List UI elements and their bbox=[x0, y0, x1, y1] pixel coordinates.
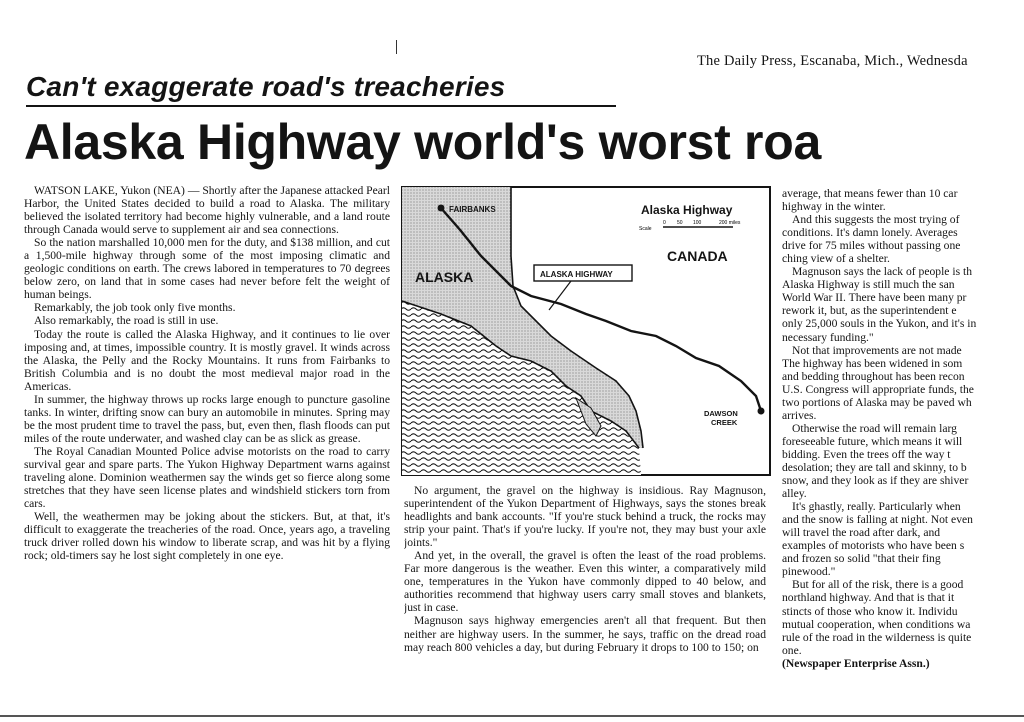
paragraph: Remarkably, the job took only five months. bbox=[34, 301, 236, 315]
text-line: and frozen so solid "that their fing bbox=[782, 552, 941, 566]
paragraph: Magnuson says highway emergencies aren't all that frequent. But then neither are highway users. In the summer, he says, traffic on the dread road may reach 800 vehicles a day, but during February it drops to 100 to 150; on bbox=[404, 614, 766, 654]
text-line: And this suggests the most trying of bbox=[792, 213, 960, 227]
article-column-3 bbox=[782, 187, 1024, 713]
map-label-canada: CANADA bbox=[667, 248, 728, 264]
text-line: foreseeable future, which means it will bbox=[782, 434, 963, 448]
paragraph: No argument, the gravel on the highway is insidious. Ray Magnuson, superintendent of the Yukon Department of Highways, says the stones break headlights and bank accounts. "If you're stuck behind a truck, the rocks may strip your paint. That's if you're lucky. If you're not, they may bust your axle joints." bbox=[404, 484, 766, 550]
main-headline: Alaska Highway world's worst roa bbox=[24, 114, 821, 170]
map-scale-label: Scale bbox=[639, 226, 652, 232]
bottom-rule bbox=[0, 715, 1024, 717]
text-line: Otherwise the road will remain larg bbox=[792, 421, 957, 435]
text-line: will travel the road after dark, and bbox=[782, 526, 941, 540]
kicker-headline: Can't exaggerate road's treacheries bbox=[26, 71, 506, 102]
alaska-highway-map bbox=[401, 186, 771, 476]
paragraph: In summer, the highway throws up rocks large enough to puncture gasoline tanks. In winter, drifting snow can bury an automobile in minutes. Spring may be the most prudent time to travel the pass, but, even then, flash floods can put miles of the route underwater, and washed clay can be as slick as grease. bbox=[24, 392, 390, 445]
text-line: U.S. Congress will appropriate funds, the bbox=[782, 382, 974, 396]
text-line: necessary funding." bbox=[782, 330, 874, 344]
text-line: average, that means fewer than 10 car bbox=[782, 187, 958, 200]
paragraph: So the nation marshalled 10,000 men for the duty, and $138 million, and cut a 1,500-mile highway through some of the most imposing climatic and geologic conditions on earth. The crews labored in temperatures to 70 degrees below zero, on land that in some cases had never before felt the weight of human beings. bbox=[24, 236, 390, 302]
text-line: World War II. There have been many pr bbox=[782, 291, 967, 305]
map-label-alaska-highway: ALASKA HIGHWAY bbox=[540, 270, 613, 279]
text-line: northland highway. And that is that it bbox=[782, 591, 955, 605]
map-label-alaska: ALASKA bbox=[415, 269, 474, 285]
text-line: conditions. It's damn lonely. Averages bbox=[782, 226, 958, 240]
text-line: But for all of the risk, there is a good bbox=[792, 578, 964, 592]
paragraph: Also remarkably, the road is still in use. bbox=[34, 314, 219, 328]
text-line: rule of the road in the wilderness is quite bbox=[782, 630, 972, 644]
map-scale-tick: 50 bbox=[677, 220, 683, 226]
article-column-2 bbox=[404, 484, 766, 714]
text-line: Magnuson says the lack of people is th bbox=[792, 265, 972, 279]
map-scale-tick: 0 bbox=[663, 220, 666, 226]
map-title: Alaska Highway bbox=[641, 203, 733, 217]
paragraph: Today the route is called the Alaska Highway, and it continues to lie over imposing and, at times, impossible country. It is mostly gravel. It winds across the Alaska, the Pelly and the Rocky Mountains. It runs from Fairbanks to British Columbia and is no doubt the most medieval major road in the Americas. bbox=[24, 327, 390, 393]
text-line: one. bbox=[782, 643, 802, 657]
dawson-creek-dot bbox=[758, 408, 765, 415]
masthead: The Daily Press, Escanaba, Mich., Wednesda bbox=[697, 53, 968, 69]
text-line: rework it, but, as the superintendent e bbox=[782, 304, 957, 318]
text-line: stincts of those who know it. Individu bbox=[782, 604, 958, 618]
text-line: desolation; they are tall and skinny, to b bbox=[782, 460, 967, 474]
text-line: highway in the winter. bbox=[782, 200, 886, 214]
page-crease-mark bbox=[396, 40, 397, 54]
text-line: snow, and they look as if they are shiver bbox=[782, 474, 969, 488]
map-label-creek: CREEK bbox=[711, 418, 738, 427]
article-column-1 bbox=[24, 184, 390, 712]
text-line: examples of motorists who have been s bbox=[782, 539, 965, 553]
paragraph: And yet, in the overall, the gravel is often the least of the road problems. Far more dangerous is the weather. Even this winter, a comparatively mild one, temperatures in the Yukon have commonly dipped to 40 below, and authorities recommend that highway users carry small stoves and blankets, just in case. bbox=[404, 549, 766, 615]
text-line: ching view of a shelter. bbox=[782, 252, 890, 266]
text-line: Not that improvements are not made bbox=[792, 343, 962, 357]
text-line: only 25,000 souls in the Yukon, and it's in bbox=[782, 317, 977, 331]
text-line: and the snow is falling at night. Not even bbox=[782, 513, 973, 527]
text-line: two portions of Alaska may be paved wh bbox=[782, 395, 972, 409]
text-line: It's ghastly, really. Particularly when bbox=[792, 500, 961, 514]
paragraph: The Royal Canadian Mounted Police advise motorists on the road to carry survival gear and spare parts. The Yukon Highway Department warns against traveling alone. Dominion weathermen say the winds get so fierce along some stretches that they have seen license plates and windshield stickers torn from cars. bbox=[24, 444, 390, 511]
text-line: and bedding throughout has been recon bbox=[782, 369, 965, 383]
map-scale-tick: 100 bbox=[693, 220, 702, 226]
paragraph: WATSON LAKE, Yukon (NEA) — Shortly after the Japanese attacked Pearl Harbor, the United States decided to build a road to Alaska. The military believed the isolated territory had become highly vulnerable, and a land route through Canada would serve to supplement air and sea connections. bbox=[24, 184, 390, 237]
paragraph: Well, the weathermen may be joking about the stickers. But, at that, it's difficult to exaggerate the treacheries of the road. Once, years ago, a traveling truck driver rolled down his window to liberate scrap, and was hit by a flying rock; old-timers say he lost sight completely in one eye. bbox=[24, 510, 390, 563]
map-scale-tick: 200 miles bbox=[719, 220, 741, 226]
text-line: alley. bbox=[782, 487, 807, 501]
text-line: The highway has been widened in som bbox=[782, 356, 963, 370]
text-line: mutual cooperation, when conditions wa bbox=[782, 617, 971, 631]
text-line: drive for 75 miles without passing one bbox=[782, 239, 961, 253]
map-label-fairbanks: FAIRBANKS bbox=[449, 205, 496, 214]
kicker-underline bbox=[26, 105, 616, 107]
text-line: arrives. bbox=[782, 408, 817, 422]
fairbanks-dot bbox=[438, 205, 445, 212]
text-line: pinewood." bbox=[782, 565, 836, 579]
text-line: Alaska Highway is still much the san bbox=[782, 278, 955, 292]
map-label-dawson: DAWSON bbox=[704, 409, 738, 418]
text-line: bidding. Even the trees off the way t bbox=[782, 447, 951, 461]
byline-credit: (Newspaper Enterprise Assn.) bbox=[782, 656, 930, 670]
